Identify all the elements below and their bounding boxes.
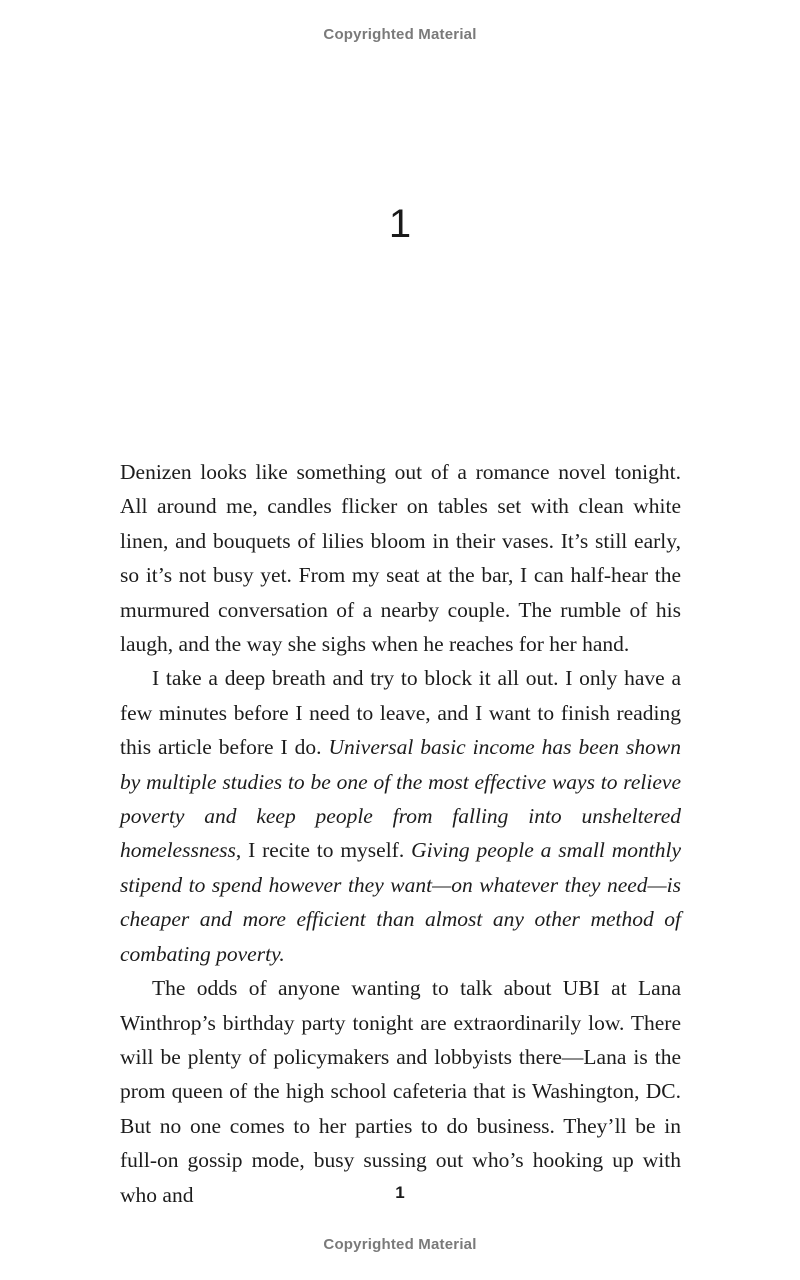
paragraph-3: The odds of anyone wanting to talk about UBI at Lana Winthrop’s birthday party tonight are extraordinarily low. There will be plenty of policymakers and lobbyists there—Lana is the prom queen of the high school cafeteria that is Washington, DC. But no one comes to her parties to do business. They’ll be in full-on gossip mode, busy sussing out who’s hooking up with who and <box>120 976 681 1207</box>
copyright-watermark-top: Copyrighted Material <box>323 26 477 43</box>
copyright-watermark-bottom: Copyrighted Material <box>323 1236 477 1253</box>
paragraph-2-italic-b: Giving people a small monthly stipend to spend however they want—on whatever they need—is cheaper and more efficient than almost any other method of combating poverty. <box>120 838 681 966</box>
paragraph-2-text-b: , I recite to myself. <box>235 838 412 863</box>
paragraph-2-italic-a: Universal basic income has been shown by multiple studies to be one of the most effective ways to relieve poverty and keep people from falling into unsheltered homelessness <box>120 735 682 863</box>
page-number: 1 <box>395 1183 405 1202</box>
paragraph-1: Denizen looks like something out of a romance novel tonight. All around me, candles flicker on tables set with clean white linen, and bouquets of lilies bloom in their vases. It’s still early, so it’s not busy yet. From my seat at the bar, I can half-hear the murmured conversation of a nearby couple. The rumble of his laugh, and the way she sighs when he reaches for her hand. <box>120 460 681 657</box>
paragraph-2 <box>120 661 681 971</box>
chapter-body-text <box>120 455 681 1212</box>
paragraph-2-text-a: I take a deep breath and try to block it all out. I only have a few minutes before I need to leave, and I want to finish reading this article before I do. <box>120 666 681 760</box>
chapter-number: 1 <box>388 202 412 246</box>
